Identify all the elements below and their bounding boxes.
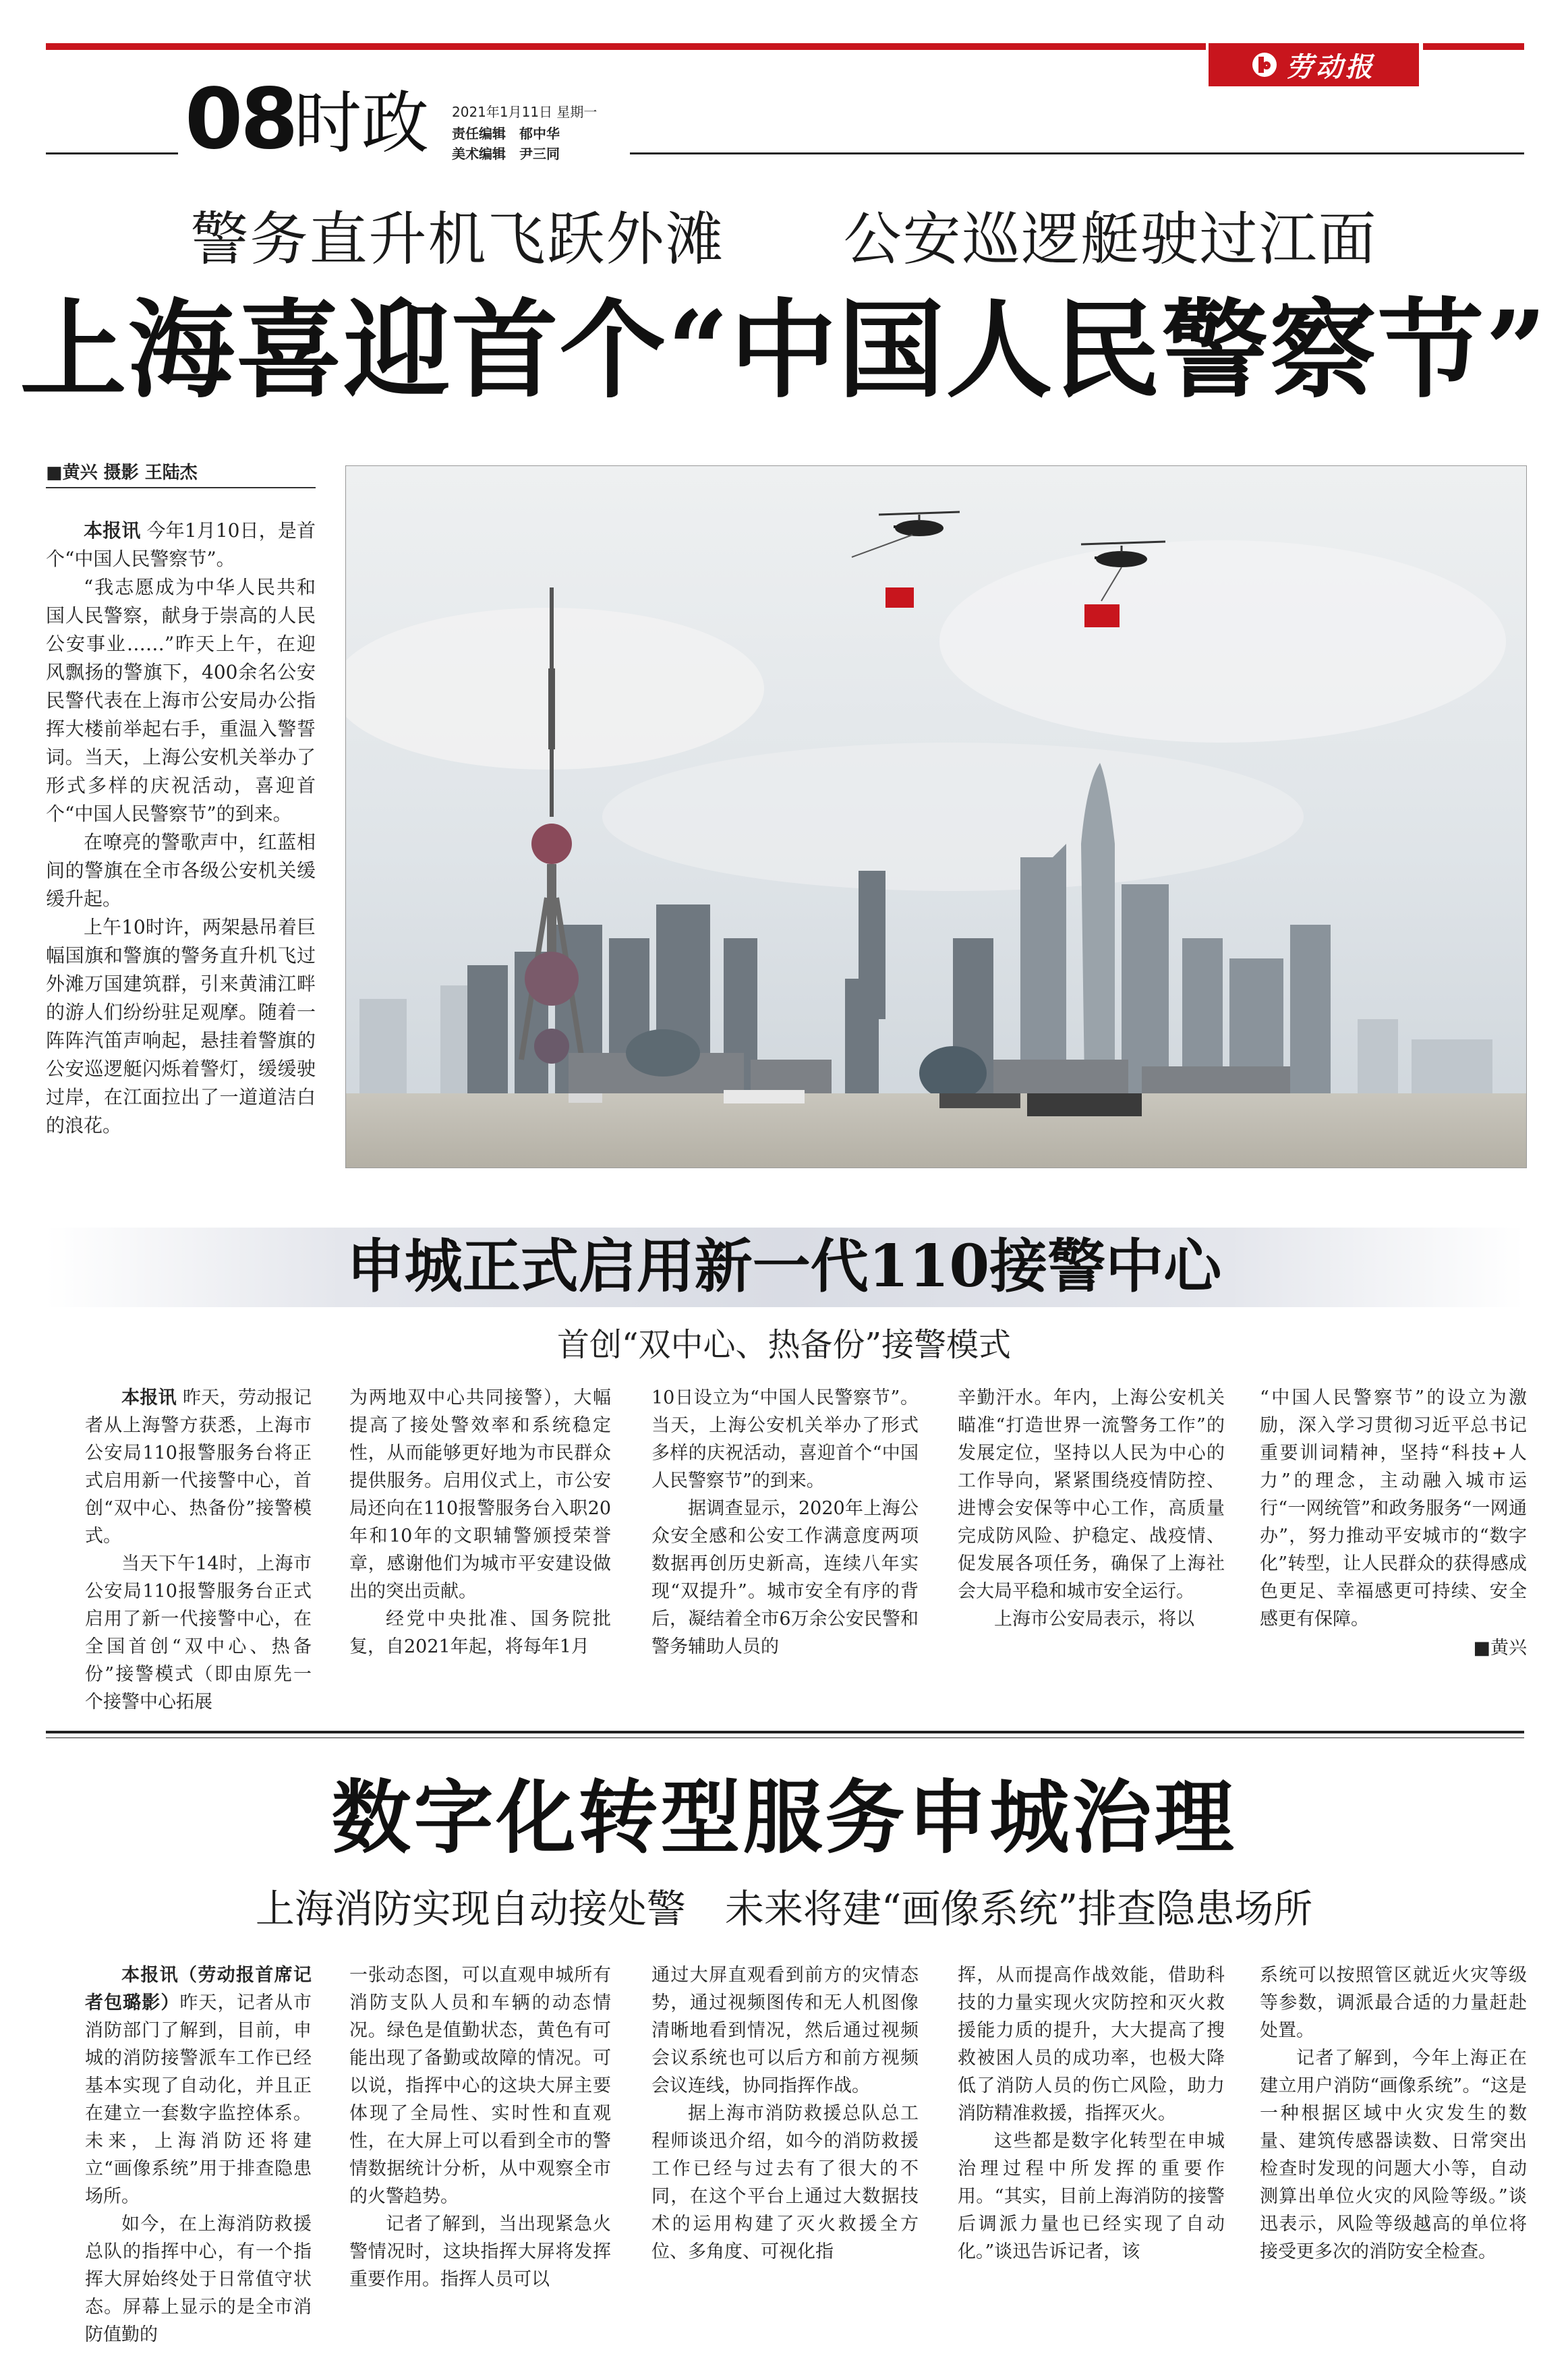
- paper-logo-icon: [1252, 53, 1277, 77]
- shanghai-tower-icon: [1081, 763, 1115, 1080]
- national-flag-icon: [1084, 604, 1120, 627]
- masthead-rule-left: [46, 152, 178, 154]
- skyline-illustration: [346, 466, 1526, 1168]
- story3-subhead: 上海消防实现自动接处警 未来将建“画像系统”排查隐患场所: [255, 1886, 1313, 1932]
- story3-headline: 数字化转型服务申城治理: [331, 1771, 1237, 1864]
- story1-para-3: 在嘹亮的警歌声中，红蓝相间的警旗在全市各级公安机关缓缓升起。: [46, 831, 316, 910]
- story2-lead-label: 本报讯: [121, 1387, 177, 1408]
- art-editor-credit: 美术编辑 尹三同: [452, 146, 560, 162]
- story3-lead-label: 本报讯（劳动报首席记者包璐影）: [85, 1965, 312, 2013]
- page-number: 08: [185, 71, 296, 168]
- editor-credit: 责任编辑 郁中华: [452, 125, 560, 142]
- story1-para-4: 上午10时许，两架悬吊着巨幅国旗和警旗的警务直升机飞过外滩万国建筑群，引来黄浦江畔的游人们纷纷驻足观摩。随着一阵阵汽笛声响起，悬挂着警旗的公安巡逻艇闪烁着警灯，缓缓驶过岸，在江面拉出了一道道洁白的浪花。: [46, 916, 316, 1137]
- story2-subhead: 首创“双中心、热备份”接警模式: [556, 1326, 1012, 1364]
- party-flag-icon: [885, 587, 914, 608]
- byline-rule: [46, 487, 316, 488]
- story3-col-1: 本报讯（劳动报首席记者包璐影）昨天，记者从市消防部门了解到，目前，申城的消防接警派车工作已经基本实现了自动化，并且正在建立一套数字监控体系。未来，上海消防还将建立“画像系统”用于排查隐患场所。 如今，在上海消防救援总队的指挥中心，有一个指挥大屏始终处于日常值守状态。屏幕上显示的是全市消防值勤的: [85, 1965, 312, 2345]
- section-divider: [46, 1731, 1524, 1733]
- story3-col-2: 一张动态图，可以直观申城所有消防支队人员和车辆的动态情况。绿色是值勤状态，黄色有可能出现了备勤或故障的情况。可以说，指挥中心的这块大屏主要体现了全局性、实时性和直观性，在大屏上可以看到全市的警情数据统计分析，从中观察全市的火警趋势。 记者了解到，当出现紧急火警情况时，这块指挥大屏将发挥重要作用。指挥人员可以: [349, 1965, 611, 2290]
- issue-date: 2021年1月11日 星期一: [452, 104, 598, 120]
- story1-para-2: “我志愿成为中华人民共和国人民警察，献身于崇高的人民公安事业……”昨天上午，在迎风飘扬的警旗下，400余名公安民警代表在上海市公安局办公指挥大楼前举起右手，重温入警誓词。当天，上海公安机关举办了形式多样的庆祝活动，喜迎首个“中国人民警察节”的到来。: [46, 576, 316, 825]
- section-divider-thin: [46, 1737, 1524, 1738]
- story1-text: [46, 517, 316, 1140]
- story1-lead-label: 本报讯: [84, 519, 141, 542]
- story2-headline: 申城正式启用新一代110接警中心: [346, 1232, 1222, 1300]
- story2-col-5: “中国人民警察节”的设立为激励，深入学习贯彻习近平总书记重要训词精神，坚持“科技+人力”的理念，主动融入城市运行“一网统管”和政务服务“一网通办”，努力推动平安城市的“数字化”转型，让人民群众的获得感成色更足、幸福感更可持续、安全感更有保障。 ■黄兴: [1260, 1384, 1527, 1662]
- story2-col-1: 本报讯 昨天，劳动报记者从上海警方获悉，上海市公安局110报警服务台将正式启用新一代接警中心，首创“双中心、热备份”接警模式。 当天下午14时，上海市公安局110报警服务台正式启用了新一代接警中心，在全国首创“双中心、热备份”接警模式（即由原先一个接警中心拓展: [85, 1387, 312, 1713]
- story1-kicker: 警务直升机飞跃外滩 公安巡逻艇驶过江面: [190, 206, 1378, 273]
- story1-byline: ■黄兴 摄影 王陆杰: [46, 463, 198, 483]
- story1-para-1: 本报讯 今年1月10日，是首个“中国人民警察节”。: [46, 519, 316, 570]
- bund-skyline-photo: [345, 465, 1527, 1168]
- top-red-rule-right: [1423, 43, 1524, 50]
- story3-col-4: 挥，从而提高作战效能，借助科技的力量实现火灾防控和灭火救援能力质的提升，大大提高了搜救被困人员的成功率，也极大降低了消防人员的伤亡风险，助力消防精准救援，指挥灭火。 这些都是数字化转型在申城治理过程中所发挥的重要作用。“其实，目前上海消防的接警后调派力量也已经实现了自动化。”谈迅告诉记者，该: [958, 1965, 1225, 2262]
- story2-col-3: 10日设立为“中国人民警察节”。当天，上海公安机关举办了形式多样的庆祝活动，喜迎首个“中国人民警察节”的到来。 据调查显示，2020年上海公众安全感和公安工作满意度两项数据再创历史新高，连续八年实现“双提升”。城市安全有序的背后，凝结着全市6万余公安民警和警务辅助人员的: [651, 1387, 919, 1657]
- story2-signature: ■黄兴: [1473, 1638, 1527, 1659]
- paper-logo-text: 劳动报: [1286, 51, 1375, 83]
- story1-headline: 上海喜迎首个“中国人民警察节”: [20, 288, 1548, 413]
- story2-col-4: 辛勤汗水。年内，上海公安机关瞄准“打造世界一流警务工作”的发展定位，坚持以人民为中心的工作导向，紧紧围绕疫情防控、进博会安保等中心工作，高质量完成防风险、护稳定、战疫情、促发展各项任务，确保了上海社会大局平稳和城市安全运行。 上海市公安局表示，将以: [958, 1387, 1225, 1630]
- story3-col-5: 系统可以按照管区就近火灾等级等参数，调派最合适的力量赶赴处置。 记者了解到，今年上海正在建立用户消防“画像系统”。“这是一种根据区域中火灾发生的数量、建筑传感器读数、日常突出检查时发现的问题大小等，自动测算出单位火灾的风险等级。”谈迅表示，风险等级越高的单位将接受更多次的消防安全检查。: [1260, 1965, 1527, 2262]
- story2-col-2: 为两地双中心共同接警），大幅提高了接处警效率和系统稳定性，从而能够更好地为市民群众提供服务。启用仪式上，市公安局还向在110报警服务台入职20年和10年的文职辅警颁授荣誉章，感谢他们为城市平安建设做出的突出贡献。 经党中央批准、国务院批复，自2021年起，将每年1月: [349, 1387, 611, 1657]
- paper-logo: [1209, 43, 1419, 86]
- section-name: 时政: [294, 84, 429, 163]
- masthead-rule-right: [630, 152, 1524, 154]
- top-red-rule: [46, 43, 1206, 50]
- story3-col-3: 通过大屏直观看到前方的灾情态势，通过视频图传和无人机图像清晰地看到情况，然后通过视频会议系统也可以后方和前方视频会议连线，协同指挥作战。 据上海市消防救援总队总工程师谈迅介绍，如今的消防救援工作已经与过去有了很大的不同，在这个平台上通过大数据技术的运用构建了灭火救援全方位、多角度、可视化指: [651, 1965, 919, 2262]
